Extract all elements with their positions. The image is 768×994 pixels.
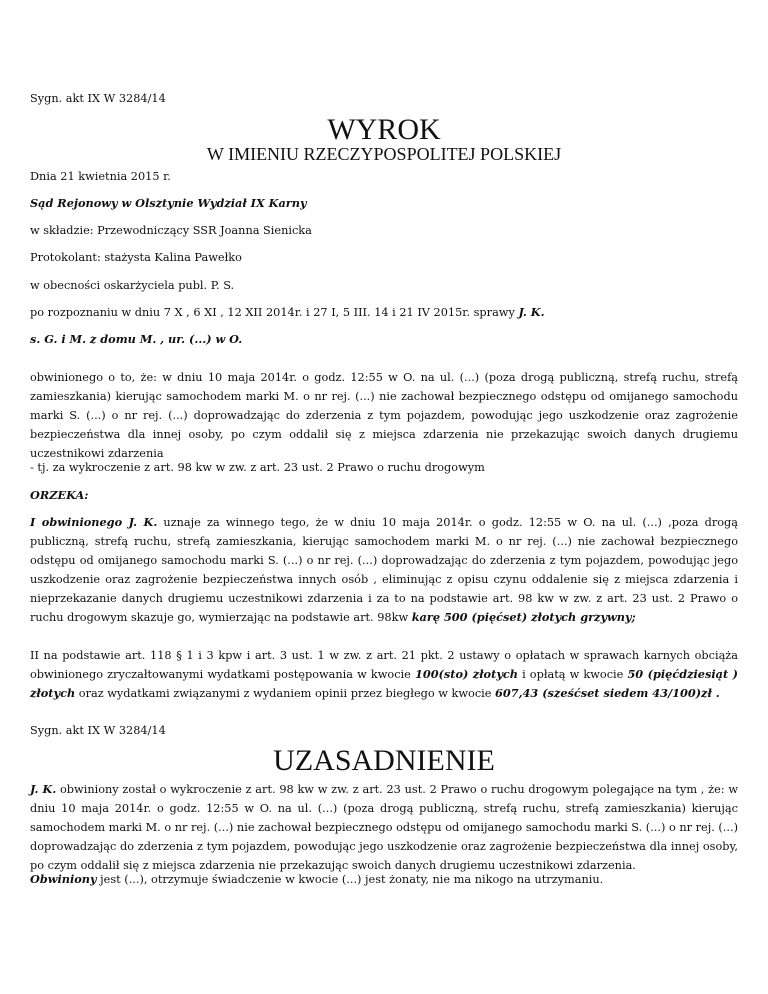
case-signature: Sygn. akt IX W 3284/14 (30, 92, 166, 105)
orzeka-heading: ORZEKA: (30, 488, 89, 502)
verdict2-text-b: i opłatą w kwocie (517, 668, 628, 681)
date-line: Dnia 21 kwietnia 2015 r. (30, 170, 171, 183)
court-composition: w składzie: Przewodniczący SSR Joanna Sienicka (30, 224, 312, 237)
verdict1-penalty: karę 500 (pięćset) złotych grzywny; (411, 610, 636, 624)
verdict2-amount-1: 100(sto) złotych (414, 667, 518, 681)
document-subtitle: W IMIENIU RZECZYPOSPOLITEJ POLSKIEJ (206, 144, 562, 164)
verdict-paragraph-2 (30, 646, 738, 703)
verdict2-text-c: oraz wydatkami związanymi z wydaniem opinii przez biegłego w kwocie (75, 687, 496, 700)
verdict1-text: uznaje za winnego tego, że w dniu 10 maja 2014r. o godz. 12:55 w O. na ul. (...) ,poza drogą publiczną, strefą ruchu, strefą zamieszkania, kierując samochodem marki M. o nr rej. (...) nie zachował bezpiecznego odstępu od omijanego samochodu marki S. (...) o nr rej. (...) doprowadzając do zderzenia z tym pojazdem, powodując jego uszkodzenie oraz zagrożenie bezpieczeństwa innych osób , eliminując z opisu czynu oddalenie się z miejsca zdarzenia i nieprzekazanie danych drugiemu uczestnikowi zdarzenia i za to na podstawie art. 98 kw w zw. z art. 23 ust. 2 Prawo o ruchu drogowym skazuje go, wymierzając na podstawie art. 98kw (30, 516, 738, 624)
verdict-paragraph-1 (30, 513, 738, 627)
verdict2-text-a: II na podstawie art. 118 § 1 i 3 kpw i art. 3 ust. 1 w zw. z art. 21 pkt. 2 ustawy o opłatach w sprawach karnych obciąża obwinionego zryczałtowanymi wydatkami postępowania w kwocie (30, 649, 738, 681)
justification-lead: J. K. (30, 782, 57, 796)
defendant-details: s. G. i M. z domu M. , ur. (...) w O. (30, 332, 243, 346)
justification-text-2: jest (...), otrzymuje świadczenie w kwocie (...) jest żonaty, nie ma nikogo na utrzymaniu. (96, 873, 604, 886)
verdict2-amount-3: 607,43 (sześćset siedem 43/100)zł . (495, 686, 720, 700)
verdict2-amount-2: 50 (pięćdziesiąt ) złotych (30, 667, 738, 700)
clerk-line: Protokolant: stażysta Kalina Pawełko (30, 251, 242, 264)
justification-lead-2: Obwiniony (30, 872, 97, 886)
legal-basis: - tj. za wykroczenie z art. 98 kw w zw. z art. 23 ust. 2 Prawo o ruchu drogowym (30, 461, 485, 474)
justification-paragraph-2 (30, 870, 738, 889)
hearing-line (30, 303, 738, 322)
case-signature-2: Sygn. akt IX W 3284/14 (30, 724, 166, 737)
justification-title: UZASADNIENIE (273, 744, 495, 777)
hearing-text: po rozpoznaniu w dniu 7 X , 6 XI , 12 XII 2014r. i 27 I, 5 III. 14 i 21 IV 2015r. sprawy (30, 306, 519, 319)
document-title: WYROK (327, 113, 441, 146)
charge-paragraph: obwinionego o to, że: w dniu 10 maja 2014r. o godz. 12:55 w O. na ul. (...) (poza drogą publiczną, strefą ruchu, strefą zamieszkania) kierując samochodem marki M. o nr rej. (...) nie zachował bezpiecznego odstępu od omijanego samochodu marki S. (...) o nr rej. (...) doprowadzając do zderzenia z tym pojazdem, powodując jego uszkodzenie oraz zagrożenie bezpieczeństwa dla innej osoby, po czym oddalił się z miejsca zdarzenia nie przekazując swoich danych drugiemu uczestnikowi zdarzenia (30, 371, 738, 460)
justification-text-1: obwiniony został o wykroczenie z art. 98 kw w zw. z art. 23 ust. 2 Prawo o ruchu drogowym polegające na tym , że: w dniu 10 maja 2014r. o godz. 12:55 w O. na ul. (...) (poza drogą publiczną, strefą ruchu, strefą zamieszkania) kierując samochodem marki M. o nr rej. (...) nie zachował bezpiecznego odstępu od omijanego samochodu marki S. (...) o nr rej. (...) doprowadzając do zderzenia z tym pojazdem, powodując jego uszkodzenie oraz zagrożenie bezpieczeństwa dla innej osoby, po czym oddalił się z miejsca zdarzenia nie przekazując swoich danych drugiemu uczestnikowi zdarzenia. (30, 783, 738, 872)
verdict1-lead: I obwinionego J. K. (30, 515, 158, 529)
prosecutor-line: w obecności oskarżyciela publ. P. S. (30, 279, 235, 292)
justification-paragraph-1 (30, 780, 738, 875)
defendant-initials: J. K. (518, 305, 545, 319)
court-name: Sąd Rejonowy w Olsztynie Wydział IX Karny (30, 196, 307, 210)
